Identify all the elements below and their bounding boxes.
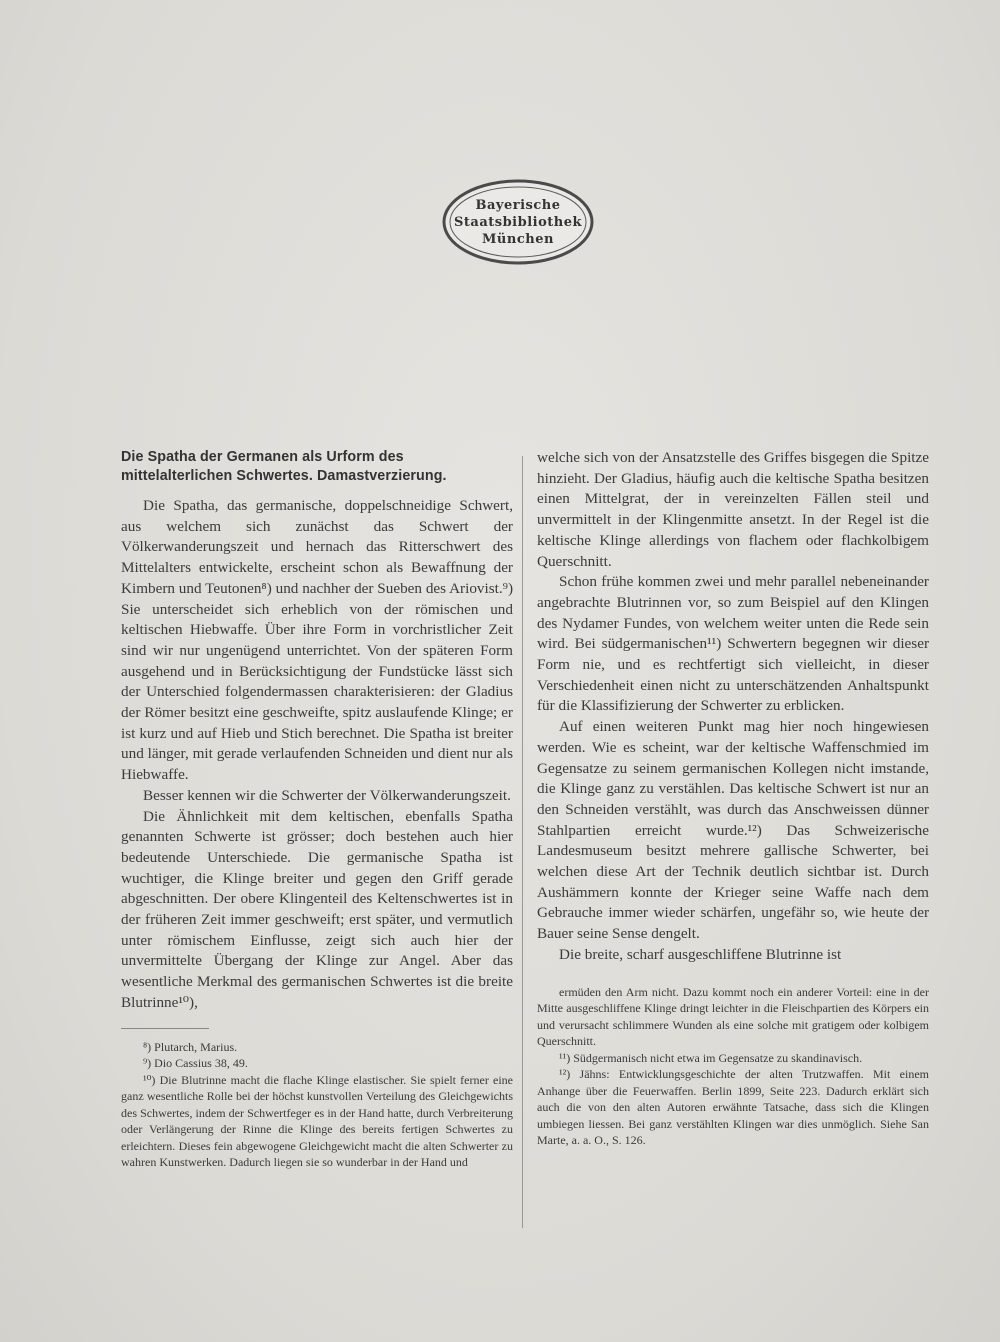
paragraph: welche sich von der Ansatzstelle des Griffes bisgegen die Spitze hinzieht. Der Gladius, häufig auch die keltische Spatha besitzen einen Mittelgrat, der in vereinzelten Fällen steil und unvermittelt in der Klingenmitte ansetzt. In der Regel ist die keltische Klinge allerdings von flachem oder flachkolbigem Querschnitt. bbox=[537, 449, 929, 570]
paragraph: Besser kennen wir die Schwerter der Völkerwanderungszeit. bbox=[143, 786, 511, 804]
stamp-text bbox=[454, 197, 582, 248]
paragraph: Die Ähnlichkeit mit dem keltischen, ebenfalls Spatha genannten Schwerte ist grösser; doch bestehen auch hier bedeutende Unterschiede. Die germanische Spatha ist wuchtiger, die Klinge breiter und gegen den Griff gerade abgeschnitten. Der obere Klingenteil des Keltenschwertes ist in der früheren Zeit immer geschweift; erst später, und vermutlich unter römischem Einflusse, zeigt sich auch hier der unvermittelte Übergang der Klinge zur Angel. Aber das wesentliche Merkmal des germanischen Schwertes ist die breite Blutrinne¹⁰), bbox=[121, 807, 513, 1011]
paragraph: Auf einen weiteren Punkt mag hier noch hingewiesen werden. Wie es scheint, war der keltische Waffenschmied im Gegensatze zu seinem germanischen Kollegen nicht imstande, die Klinge ganz zu verstählen. Das keltische Schwert ist nur an den Schneiden verstählt, was durch das Anschweissen dünner Stahlpartien erreicht wurde.¹²) Das Schweizerische Landesmuseum besitzt mehrere gallische Schwerter, bei welchen diese Art der Technik deutlich sichtbar ist. Durch Aushämmern konnte der Krieger seine Waffe nach dem Gebrauche immer wieder schärfen, ungefähr so, wie heute der Bauer seine Sense dengelt. bbox=[537, 718, 929, 943]
footnote: ¹⁰) Die Blutrinne macht die flache Klinge elastischer. Sie spielt ferner eine ganz wesentliche Rolle bei der höchst kunstvollen Verteilung des Gleichgewichts des Schwertes, indem der Schwertfeger es in der Hand hatte, durch Verbreiterung oder Verlängerung der Rinne die Klinge des bereits fertigen Schwertes zu erleichtern. Dieses fein abgewogene Gleichgewicht macht die alten Schwerter zu wahren Kunstwerken. Dadurch liegen sie so wunderbar in der Hand und bbox=[121, 1072, 513, 1170]
library-stamp bbox=[441, 178, 595, 266]
left-column bbox=[121, 448, 513, 1171]
right-column bbox=[537, 448, 929, 1149]
column-divider bbox=[522, 456, 523, 1228]
section-heading: Die Spatha der Germanen als Urform des mittelalterlichen Schwertes. Damastverzierung. bbox=[121, 449, 447, 484]
footnotes bbox=[121, 1039, 513, 1171]
paragraph: Schon frühe kommen zwei und mehr parallel nebeneinander angebrachte Blutrinnen vor, so zum Beispiel auf den Klingen des Nydamer Fundes, von welchem weiter unten die Rede sein wird. Bei südgermanischen¹¹) Schwertern begegnen wir dieser Form nie, und es rechtfertigt sich vielleicht, in dieser Verschiedenheit einen nicht zu unterschätzenden Anhaltspunkt für die Klassifizierung der Schwerter zu erblicken. bbox=[537, 573, 929, 715]
footnote-rule bbox=[121, 1028, 209, 1029]
stamp-line-1: Bayerische bbox=[475, 197, 561, 213]
footnote: ¹²) Jähns: Entwicklungsgeschichte der alten Trutzwaffen. Mit einem Anhange über die Feuerwaffen. Berlin 1899, Seite 223. Dadurch erklärt sich auch die von den alten Autoren erwähnte Tatsache, dass sich die Klingen umbiegen liessen. Bei ganz verstählten Klingen war dies unmöglich. Siehe San Marte, a. a. O., S. 126. bbox=[537, 1067, 929, 1148]
footnotes bbox=[537, 984, 929, 1149]
footnote: ¹¹) Südgermanisch nicht etwa im Gegensatze zu skandinavisch. bbox=[559, 1050, 863, 1065]
paragraph: Die breite, scharf ausgeschliffene Blutrinne ist bbox=[559, 945, 842, 963]
footnote: ⁸) Plutarch, Marius. bbox=[143, 1039, 238, 1054]
footnote: ⁹) Dio Cassius 38, 49. bbox=[143, 1056, 248, 1071]
footnote: ermüden den Arm nicht. Dazu kommt noch ein anderer Vorteil: eine in der Mitte ausgeschliffene Klinge dringt leichter in die Fleischpartien des Körpers ein und verursacht schlimmere Wunden als eine solche mit gratigem oder kolbigem Querschnitt. bbox=[537, 984, 929, 1049]
stamp-line-3: München bbox=[482, 231, 554, 247]
stamp-line-2: Staatsbibliothek bbox=[454, 214, 582, 230]
paragraph: Die Spatha, das germanische, doppelschneidige Schwert, aus welchem sich zunächst das Schwert der Völkerwanderungszeit und hernach das Ritterschwert des Mittelalters entwickelte, erscheint schon als Bewaffnung der Kimbern und Teutonen⁸) und nachher der Sueben des Ariovist.⁹) Sie unterscheidet sich erheblich von der römischen und keltischen Hiebwaffe. Über ihre Form in vorchristlicher Zeit sind wir nur ungenügend unterrichtet. Von der späteren Form ausgehend und in Berücksichtigung der Fundstücke lässt sich der Unterschied folgendermassen charakterisieren: der Gladius der Römer besitzt eine geschweifte, spitz auslaufende Klinge; er ist kurz und auf Hieb und Stich berechnet. Die Spatha ist breiter und länger, mit gerade verlaufenden Schneiden und dient nur als Hiebwaffe. bbox=[121, 497, 513, 784]
